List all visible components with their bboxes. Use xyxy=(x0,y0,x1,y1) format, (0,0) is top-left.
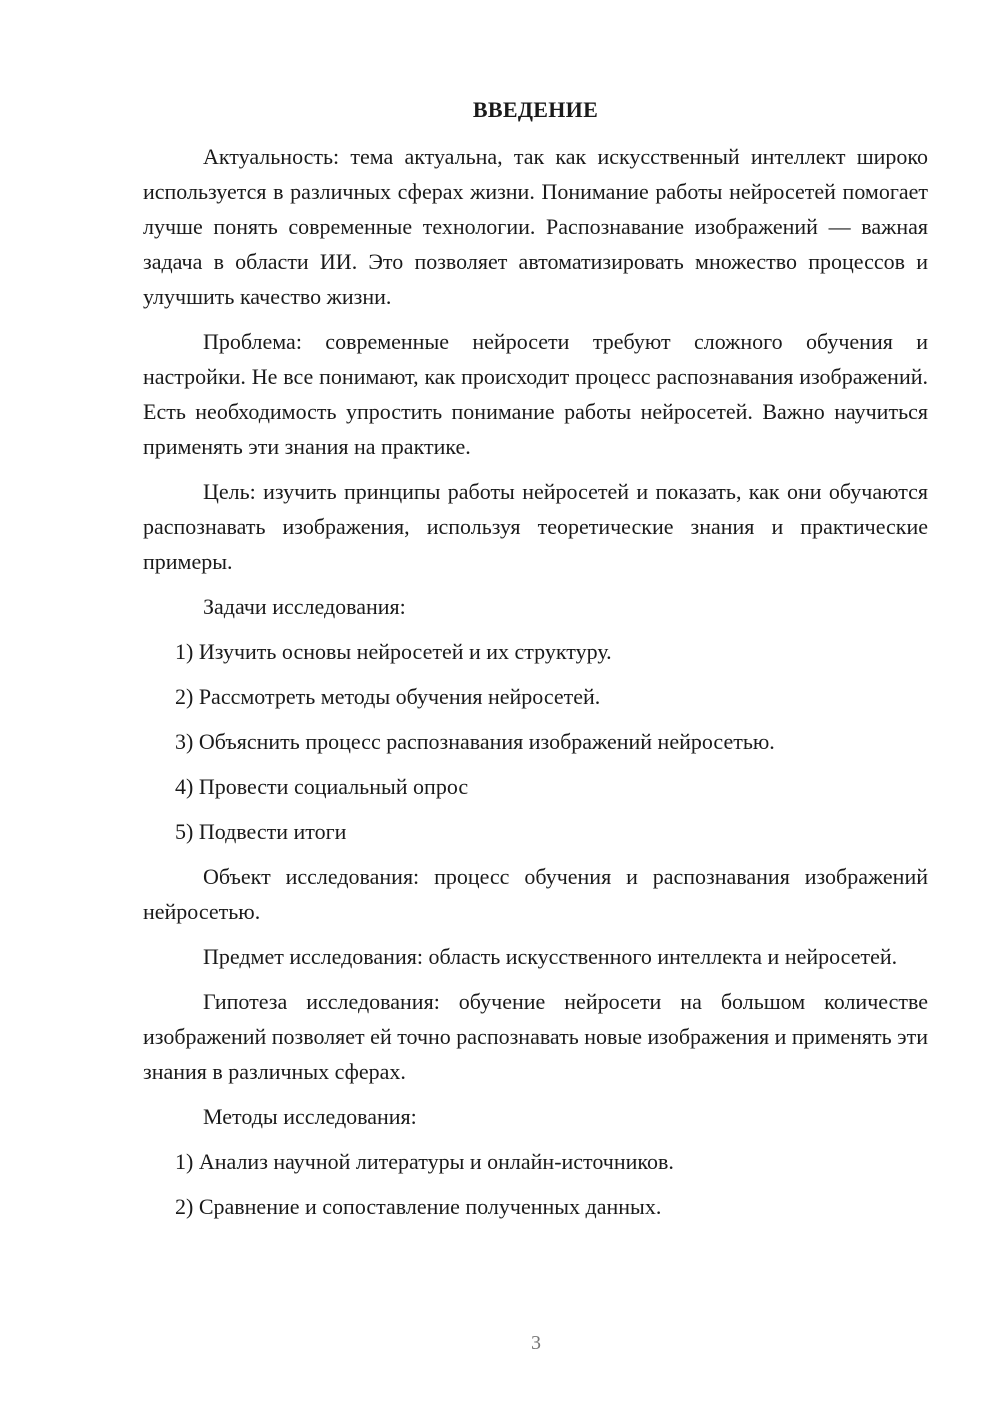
task-item: 5) Подвести итоги xyxy=(175,819,347,844)
page-number: 3 xyxy=(531,1332,541,1354)
task-item: 4) Провести социальный опрос xyxy=(175,774,469,799)
section-heading: ВВЕДЕНИЕ xyxy=(472,97,599,122)
object-paragraph: Объект исследования: процесс обучения и распознавания изображений нейросетью. xyxy=(143,864,928,924)
tasks-list xyxy=(143,634,928,849)
tasks-label: Задачи исследования: xyxy=(203,594,406,619)
task-item: 1) Изучить основы нейросетей и их структуру. xyxy=(175,639,612,664)
task-item: 2) Рассмотреть методы обучения нейросетей. xyxy=(175,684,601,709)
hypothesis-paragraph: Гипотеза исследования: обучение нейросети на большом количестве изображений позволяет ей точно распознавать новые изображения и применять эти знания в различных сферах. xyxy=(143,989,928,1084)
task-item: 3) Объяснить процесс распознавания изображений нейросетью. xyxy=(175,729,775,754)
goal-paragraph: Цель: изучить принципы работы нейросетей и показать, как они обучаются распознавать изображения, используя теоретические знания и практические примеры. xyxy=(143,479,928,574)
methods-label: Методы исследования: xyxy=(203,1104,417,1129)
problem-paragraph: Проблема: современные нейросети требуют сложного обучения и настройки. Не все понимают, как происходит процесс распознавания изображений. Есть необходимость упростить понимание работы нейросетей. Важно научиться применять эти знания на практике. xyxy=(143,329,928,459)
relevance-paragraph: Актуальность: тема актуальна, так как искусственный интеллект широко используется в различных сферах жизни. Понимание работы нейросетей помогает лучше понять современные технологии. Распознавание изображений — важная задача в области ИИ. Это позволяет автоматизировать множество процессов и улучшить качество жизни. xyxy=(143,144,928,309)
method-item: 2) Сравнение и сопоставление полученных данных. xyxy=(175,1194,662,1219)
method-item: 1) Анализ научной литературы и онлайн-источников. xyxy=(175,1149,674,1174)
methods-list xyxy=(143,1144,928,1224)
page-content xyxy=(143,95,928,1234)
subject-paragraph: Предмет исследования: область искусственного интеллекта и нейросетей. xyxy=(203,944,898,969)
